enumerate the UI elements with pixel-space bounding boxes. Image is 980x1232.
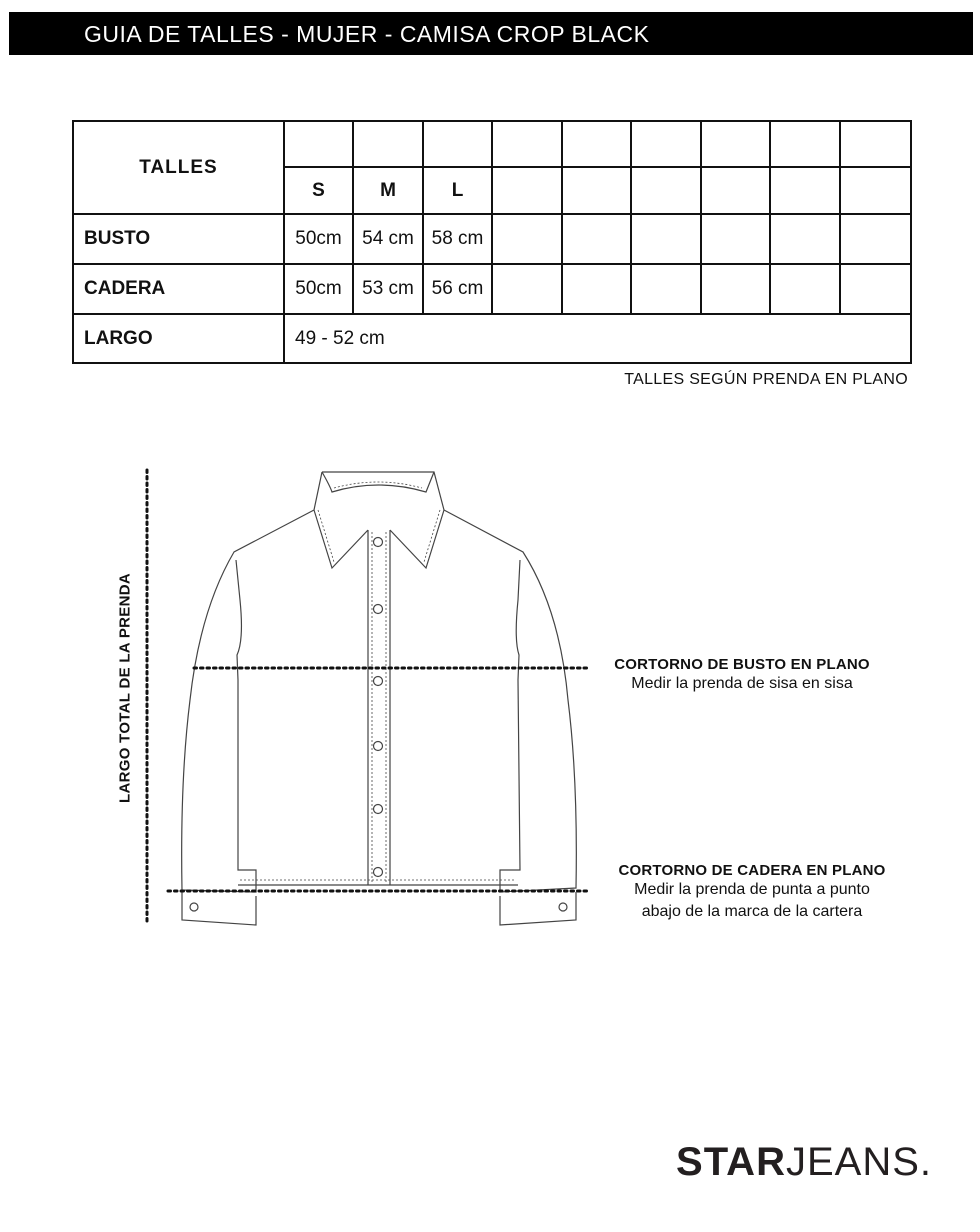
placket	[368, 530, 390, 885]
button-icon	[374, 868, 383, 877]
collar-left-point	[314, 510, 368, 568]
size-label-m: M	[353, 167, 423, 214]
busto-annotation-desc: Medir la prenda de sisa en sisa	[631, 675, 853, 692]
logo-star: STAR	[676, 1140, 786, 1184]
row-label-cadera: CADERA	[73, 264, 284, 314]
busto-annotation-title: CORTORNO DE BUSTO EN PLANO	[614, 656, 870, 673]
cadera-m-value: 53 cm	[353, 264, 423, 314]
button-icon	[374, 605, 383, 614]
talles-heading: TALLES	[73, 121, 284, 214]
shirt-outline-left	[182, 472, 322, 892]
busto-l-value: 58 cm	[423, 214, 492, 264]
button-icon	[190, 903, 198, 911]
busto-s-value: 50cm	[284, 214, 353, 264]
cadera-annotation	[614, 862, 890, 923]
cadera-s-value: 50cm	[284, 264, 353, 314]
button-icon	[374, 805, 383, 814]
logo-jeans: JEANS.	[785, 1140, 932, 1184]
buttons	[190, 538, 567, 912]
cadera-annotation-title: CORTORNO DE CADERA EN PLANO	[618, 862, 886, 879]
collar-stitch	[318, 482, 440, 562]
cadera-annotation-desc-1: Medir la prenda de punta a punto	[634, 881, 870, 898]
measurement-note: TALLES SEGÚN PRENDA EN PLANO	[624, 371, 908, 388]
shirt-outline	[322, 472, 576, 892]
row-label-busto: BUSTO	[73, 214, 284, 264]
placket-stitch	[372, 532, 386, 883]
busto-m-value: 54 cm	[353, 214, 423, 264]
cadera-annotation-desc-2: abajo de la marca de la cartera	[641, 903, 863, 920]
page-title: GUIA DE TALLES - MUJER - CAMISA CROP BLACK	[84, 21, 650, 47]
row-label-largo: LARGO	[73, 314, 284, 363]
brand-logo	[676, 1140, 932, 1185]
largo-total-label: LARGO TOTAL DE LA PRENDA	[116, 573, 134, 803]
button-icon	[559, 903, 567, 911]
button-icon	[374, 742, 383, 751]
button-icon	[374, 677, 383, 686]
largo-value: 49 - 52 cm	[284, 314, 911, 363]
size-label-l: L	[423, 167, 492, 214]
collar-right-point	[390, 510, 444, 568]
busto-annotation	[612, 656, 872, 695]
button-icon	[374, 538, 383, 547]
cadera-l-value: 56 cm	[423, 264, 492, 314]
size-label-s: S	[284, 167, 353, 214]
